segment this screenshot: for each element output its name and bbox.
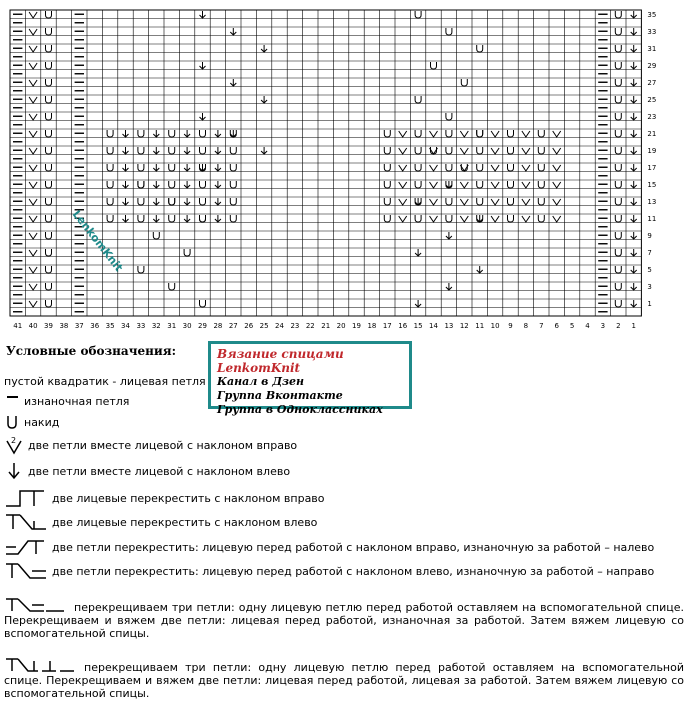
row-number: 1	[647, 300, 652, 309]
watermark-text: LenkomKnit	[69, 208, 126, 275]
cross-three-knit-icon	[4, 657, 76, 673]
row-number: 25	[647, 96, 657, 105]
legend-item-cross-purl-left	[4, 561, 654, 581]
column-number: 11	[475, 322, 485, 330]
purl-icon	[4, 393, 20, 409]
column-number: 36	[90, 322, 100, 330]
legend-paragraph-1	[4, 597, 684, 640]
cross-purl-right-icon	[4, 537, 48, 557]
legend-item-knit	[4, 375, 206, 388]
column-number: 12	[459, 322, 469, 330]
column-number: 28	[213, 322, 223, 330]
column-number: 27	[228, 322, 238, 330]
column-number: 5	[569, 322, 575, 330]
column-number: 35	[105, 322, 115, 330]
cross-purl-left-icon	[4, 561, 48, 581]
column-number: 1	[631, 322, 636, 330]
column-number: 38	[59, 322, 69, 330]
brand-line-ok: Группа в Одноклассниках	[217, 403, 383, 416]
column-number: 4	[585, 322, 590, 330]
yarnover-icon	[4, 414, 20, 430]
legend-text: две петли вместе лицевой с наклоном вправо	[28, 438, 298, 452]
svg-text:2: 2	[11, 436, 17, 445]
column-number: 22	[305, 322, 315, 330]
column-number: 14	[429, 322, 438, 330]
row-number: 17	[647, 164, 657, 173]
brand-line-vk: Группа Вконтакте	[217, 389, 343, 402]
column-number: 25	[259, 322, 269, 330]
column-number: 13	[444, 322, 454, 330]
column-number: 34	[121, 322, 130, 330]
brand-title: Вязание спицами LenkomKnit	[217, 347, 344, 375]
knitting-chart	[0, 0, 688, 330]
column-number: 40	[28, 322, 38, 330]
column-number: 41	[13, 322, 23, 330]
column-number: 10	[490, 322, 500, 330]
legend-item-cross-right	[4, 488, 325, 508]
column-number: 6	[554, 322, 559, 330]
legend-item-cross-left	[4, 512, 317, 532]
column-number: 31	[167, 322, 177, 330]
column-number: 2	[616, 322, 621, 330]
row-number: 29	[647, 62, 657, 71]
k2tog-right-icon	[4, 435, 24, 455]
row-number: 35	[647, 11, 657, 20]
column-number: 8	[523, 322, 529, 330]
row-number: 5	[647, 266, 652, 275]
row-number: 31	[647, 45, 657, 54]
brand-line-dzen: Канал в Дзен	[217, 375, 305, 388]
column-number: 32	[151, 322, 161, 330]
row-number: 11	[647, 215, 657, 224]
k2tog-left-icon	[4, 461, 24, 481]
legend-text: две петли перекрестить: лицевую перед работой с наклоном вправо, изнаночную за работой – налево	[52, 540, 655, 554]
legend-item-purl	[4, 393, 129, 409]
column-number: 17	[382, 322, 392, 330]
column-number: 37	[74, 322, 84, 330]
legend-item-yarnover	[4, 414, 59, 430]
column-number: 19	[352, 322, 361, 330]
row-number: 21	[647, 130, 657, 139]
row-number: 19	[647, 147, 657, 156]
cross-right-icon	[4, 488, 48, 508]
column-number: 20	[336, 322, 346, 330]
column-number: 30	[182, 322, 192, 330]
legend-paragraph-text: перекрещиваем три петли: одну лицевую петлю перед работой оставляем на вспомогательной спице. Перекрещиваем и вяжем две петли: лицевая перед работой, лицевая за работой. Затем вяжем лицевую со вспомогательной спицы.	[4, 661, 684, 700]
legend-text: две петли перекрестить: лицевую перед работой с наклоном влево, изнаночную за работой – направо	[52, 564, 655, 578]
row-number: 15	[647, 181, 657, 190]
row-number: 13	[647, 198, 657, 207]
column-number: 15	[413, 322, 423, 330]
cross-left-icon	[4, 512, 48, 532]
legend-text: накид	[24, 415, 60, 429]
row-number: 33	[647, 28, 657, 37]
column-number: 24	[275, 322, 284, 330]
legend-item-cross-purl-right	[4, 537, 654, 557]
column-number: 7	[539, 322, 544, 330]
column-number: 29	[198, 322, 207, 330]
legend-text: две петли вместе лицевой с наклоном влево	[28, 464, 291, 478]
row-number: 27	[647, 79, 657, 88]
legend-item-k2tog-right	[4, 435, 297, 455]
legend-item-k2tog-left	[4, 461, 290, 481]
brand-box	[208, 341, 412, 416]
cross-three-purl-icon	[4, 597, 66, 613]
row-number: 3	[647, 283, 652, 292]
legend-text: две лицевые перекрестить с наклоном вправо	[52, 491, 325, 505]
legend-text: изнаночная петля	[24, 394, 130, 408]
column-number: 18	[367, 322, 377, 330]
column-number: 23	[290, 322, 300, 330]
legend-text: две лицевые перекрестить с наклоном влево	[52, 515, 318, 529]
column-number: 26	[244, 322, 254, 330]
row-number: 9	[647, 232, 652, 241]
chart-grid	[0, 0, 688, 330]
row-number: 23	[647, 113, 657, 122]
row-number: 7	[647, 249, 652, 258]
legend-title: Условные обозначения:	[6, 344, 177, 358]
column-number: 16	[398, 322, 408, 330]
column-number: 39	[44, 322, 53, 330]
legend-paragraph-2	[4, 657, 684, 700]
column-number: 9	[508, 322, 513, 330]
legend-text: пустой квадратик - лицевая петля	[4, 375, 206, 388]
column-number: 21	[321, 322, 331, 330]
column-number: 33	[136, 322, 146, 330]
legend-paragraph-text: перекрещиваем три петли: одну лицевую петлю перед работой оставляем на вспомогательной спице. Перекрещиваем и вяжем две петли: лицевая перед работой, изнаночная за работой. Затем вяжем лицевую со вспомогательной спицы.	[4, 601, 684, 640]
column-number: 3	[600, 322, 606, 330]
